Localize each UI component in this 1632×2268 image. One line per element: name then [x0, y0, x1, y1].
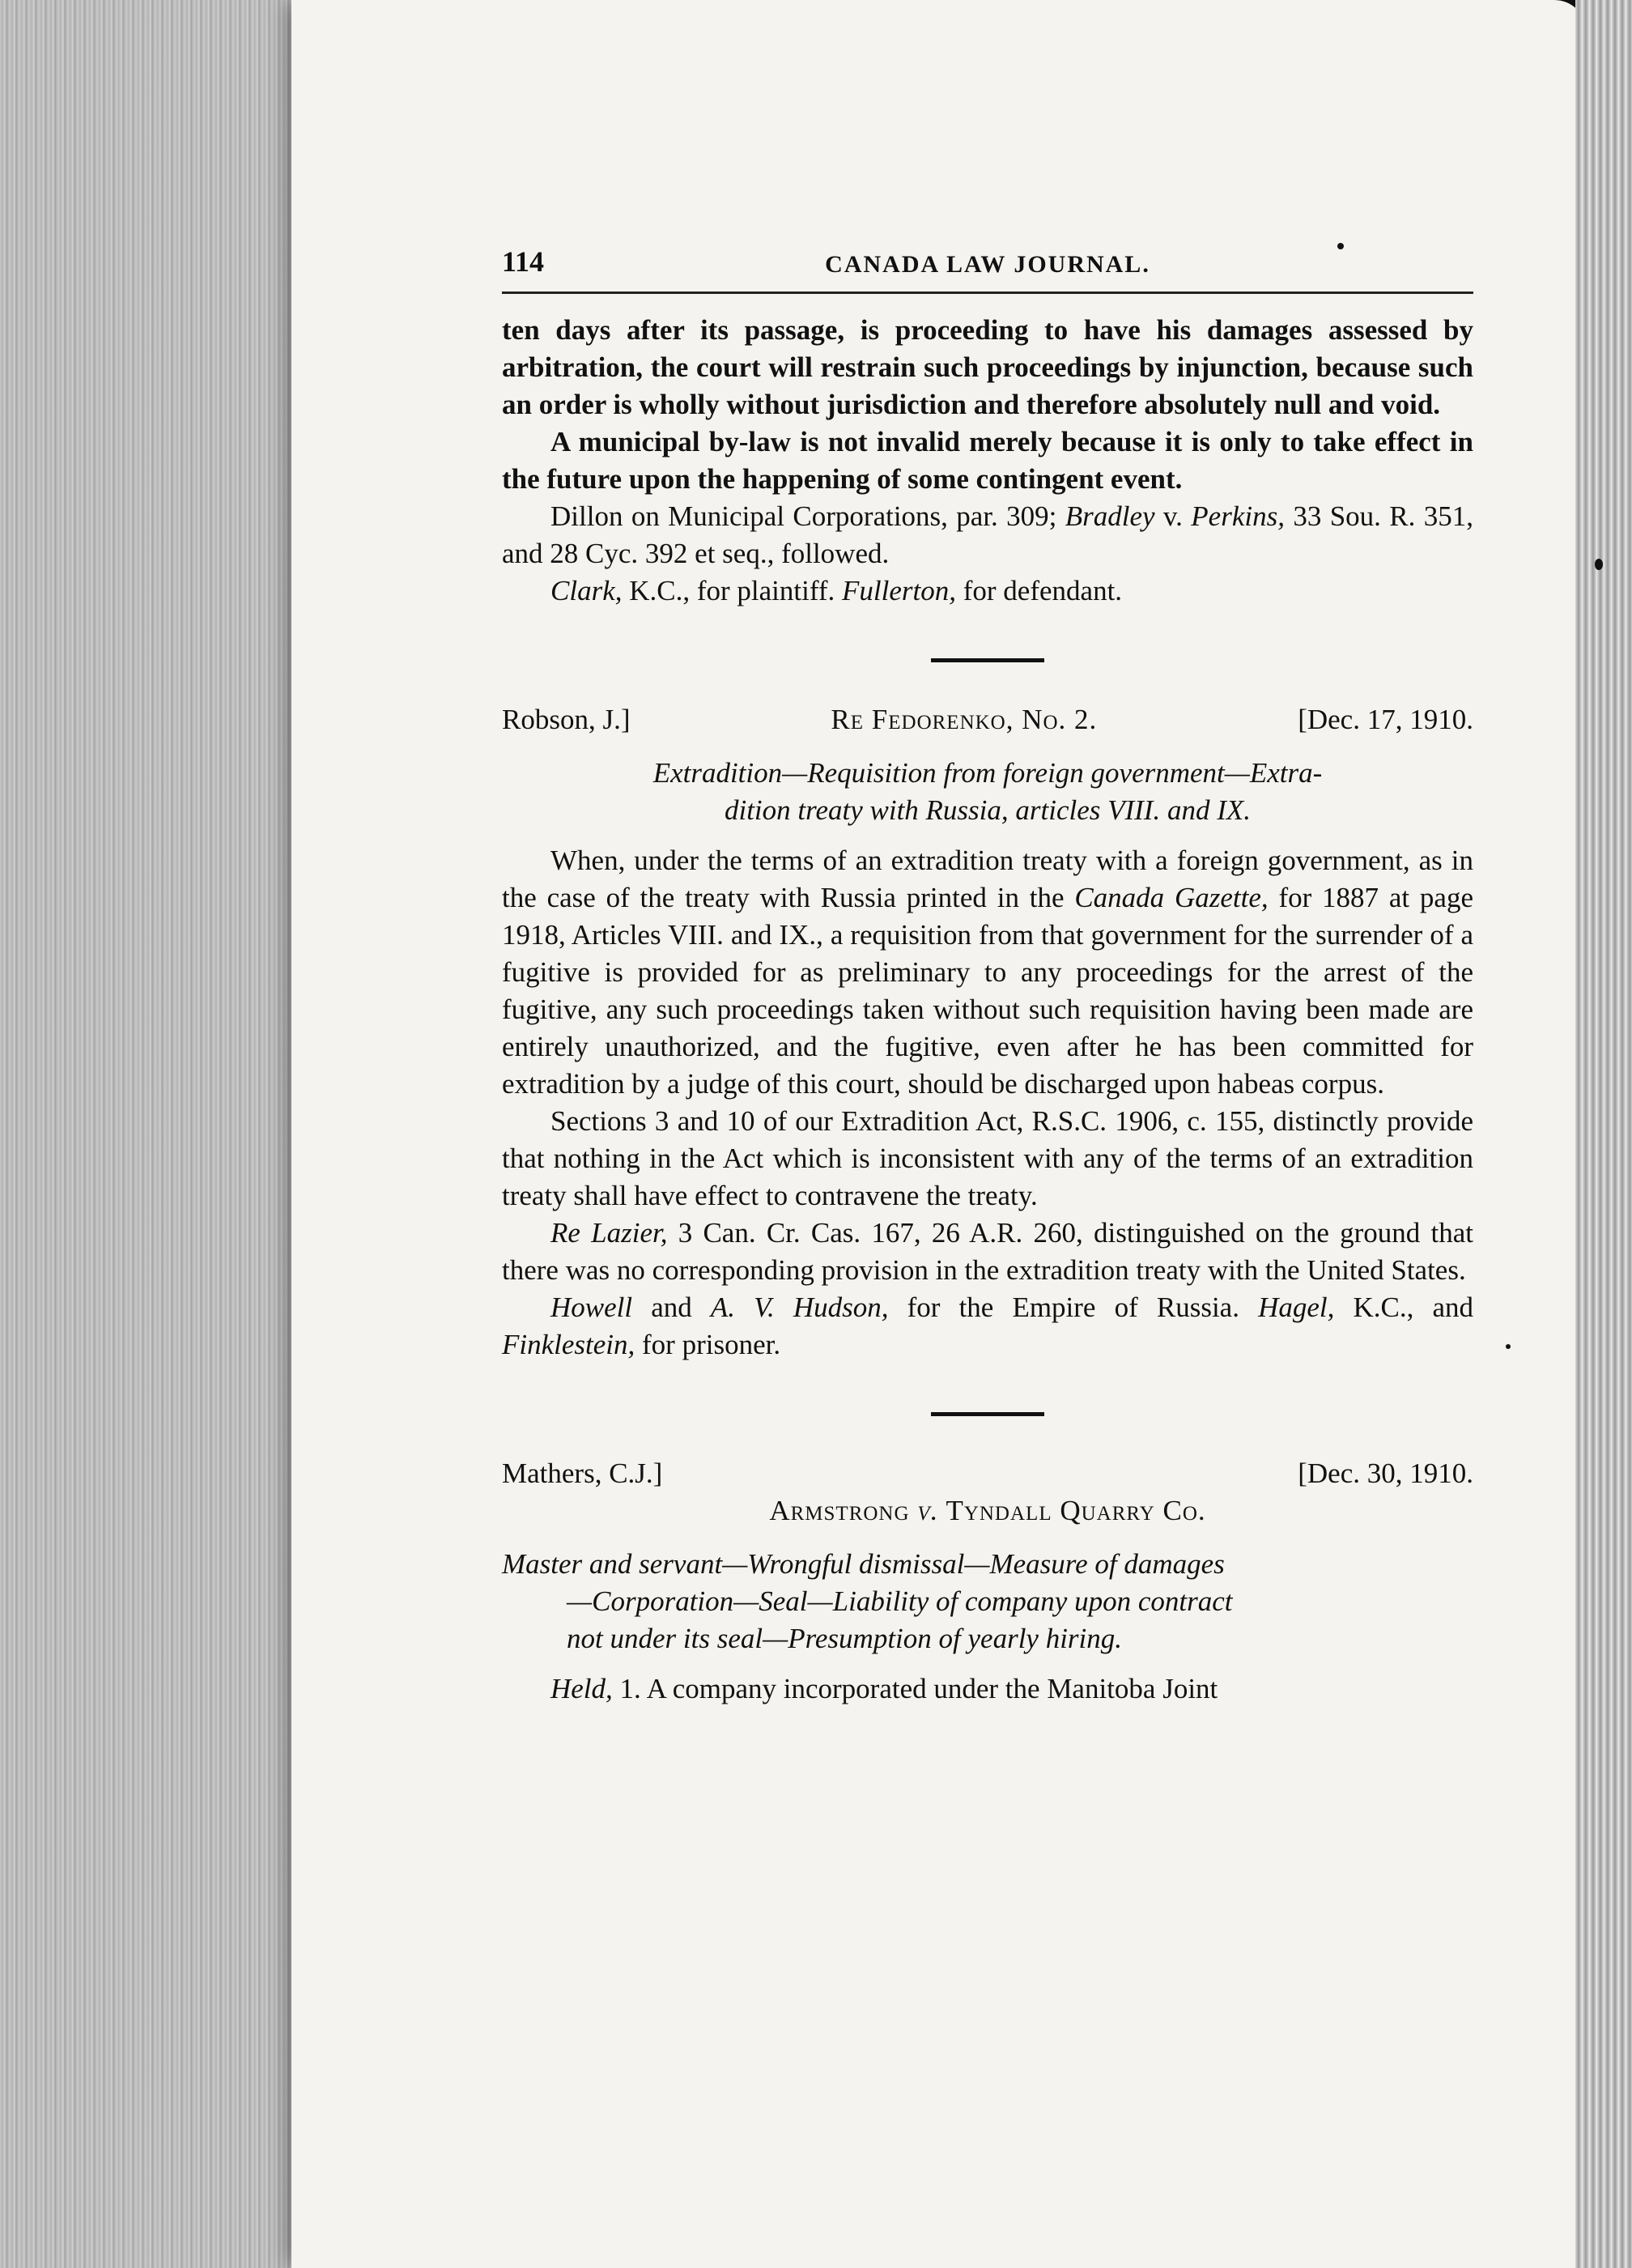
counsel-name: Howell: [550, 1291, 633, 1323]
party-name: Tyndall Quarry Co.: [938, 1495, 1206, 1526]
caption-line: not under its seal—Presumption of yearly hiring.: [567, 1623, 1123, 1654]
text: v.: [1154, 500, 1192, 532]
section-continued-case: [502, 312, 1473, 610]
text: K.C., and: [1334, 1291, 1474, 1323]
page-content: [502, 235, 1473, 1708]
text: 33 Sou. R. 351, and 28 Cyc. 392 et seq., followed.: [502, 500, 1473, 569]
paragraph-counsel: [502, 572, 1473, 610]
case-title: [502, 1492, 1473, 1530]
counsel-name: Finklestein,: [502, 1329, 635, 1360]
counsel-name: A. V. Hudson,: [710, 1291, 889, 1323]
running-head: [502, 235, 1473, 294]
case-name: Perkins,: [1191, 500, 1285, 532]
scan-speck: [1506, 1344, 1511, 1349]
text: Dillon on Municipal Corporations, par. 309;: [550, 500, 1065, 532]
case-headnote-caption: [502, 755, 1473, 829]
case-headnote-caption: [502, 1546, 1473, 1657]
paragraph-citations: [502, 1215, 1473, 1289]
scan-speck: [1595, 559, 1603, 570]
paragraph: Sections 3 and 10 of our Extradition Act, R.S.C. 1906, c. 155, distinctly provide that nothing in the Act which is inconsistent with any of the terms of an extradition treaty shall have effect to contravene the treaty.: [502, 1105, 1473, 1211]
book-binding-gutter: [0, 0, 324, 2268]
page-number: 114: [502, 245, 545, 278]
text: When, under the terms of an extradition treaty with a foreign government, as in the case of the treaty with Russia printed in the: [502, 845, 1473, 913]
judge-name: Robson, J.]: [502, 704, 631, 735]
case-name: Bradley: [1065, 500, 1155, 532]
text: 1. A company incorporated under the Manitoba Joint: [612, 1673, 1218, 1704]
paragraph: A municipal by-law is not invalid merely because it is only to take effect in the future upon the happening of some contingent event.: [502, 426, 1473, 495]
caption-line: dition treaty with Russia, articles VIII. and IX.: [724, 794, 1251, 826]
text: for the Empire of Russia.: [888, 1291, 1259, 1323]
text: for prisoner.: [635, 1329, 781, 1360]
paragraph: [502, 1670, 1473, 1708]
party-name: Armstrong: [769, 1495, 918, 1526]
caption-line: —Corporation—Seal—Liability of company upon contract: [567, 1585, 1233, 1617]
page-right-edge: [1575, 0, 1632, 2268]
case-date: [Dec. 30, 1910.: [1298, 1457, 1473, 1489]
text: K.C., for plaintiff.: [622, 575, 843, 606]
case-name: Re Lazier,: [550, 1217, 668, 1249]
text: 3 Can. Cr. Cas. 167, 26 A.R. 260, distinguished on the ground that there was no corresponding provision in the extradition treaty with the United States.: [502, 1217, 1473, 1286]
caption-line: Extradition—Requisition from foreign government—Extra-: [652, 757, 1323, 789]
text: for 1887 at page 1918, Articles VIII. and IX., a requisition from that government for the surrender of a fugitive is provided for as preliminary to any proceedings for the arrest of the fugitive, any such proceedings taken without such requisition having been made are entirely unauthorized, and the fugitive, even after he has been committed for extradition by a judge of this court, should be discharged upon habeas corpus.: [502, 882, 1474, 1100]
case-heading: [502, 1455, 1473, 1492]
counsel-name: Hagel,: [1258, 1291, 1335, 1323]
section-divider: [931, 1412, 1044, 1416]
paragraph-counsel: [502, 1289, 1473, 1364]
paragraph-citations: [502, 498, 1473, 572]
text: and: [632, 1291, 711, 1323]
judge-name: Mathers, C.J.]: [502, 1457, 663, 1489]
text: for defendant.: [956, 575, 1123, 606]
case-heading: [502, 701, 1473, 738]
publication-name: Canada Gazette,: [1074, 882, 1269, 913]
section-armstrong-v-tyndall: [502, 1455, 1473, 1708]
caption-line: Master and servant—Wrongful dismissal—Measure of damages: [502, 1548, 1225, 1580]
versus: v.: [917, 1495, 939, 1526]
scan-speck: [1337, 243, 1344, 249]
case-date: [Dec. 17, 1910.: [1298, 704, 1473, 735]
counsel-name: Fullerton,: [842, 575, 956, 606]
paragraph: [502, 842, 1473, 1103]
section-divider: [931, 658, 1044, 662]
case-title: Re Fedorenko, No. 2.: [831, 704, 1098, 735]
counsel-name: Clark,: [550, 575, 623, 606]
paragraph: ten days after its passage, is proceeding to have his damages assessed by arbitration, the court will restrain such proceedings by injunction, because such an order is wholly without jurisdiction and therefore absolutely null and void.: [502, 314, 1473, 420]
section-re-fedorenko: [502, 701, 1473, 1364]
journal-title: CANADA LAW JOURNAL.: [825, 251, 1150, 278]
held-label: Held,: [550, 1673, 613, 1704]
